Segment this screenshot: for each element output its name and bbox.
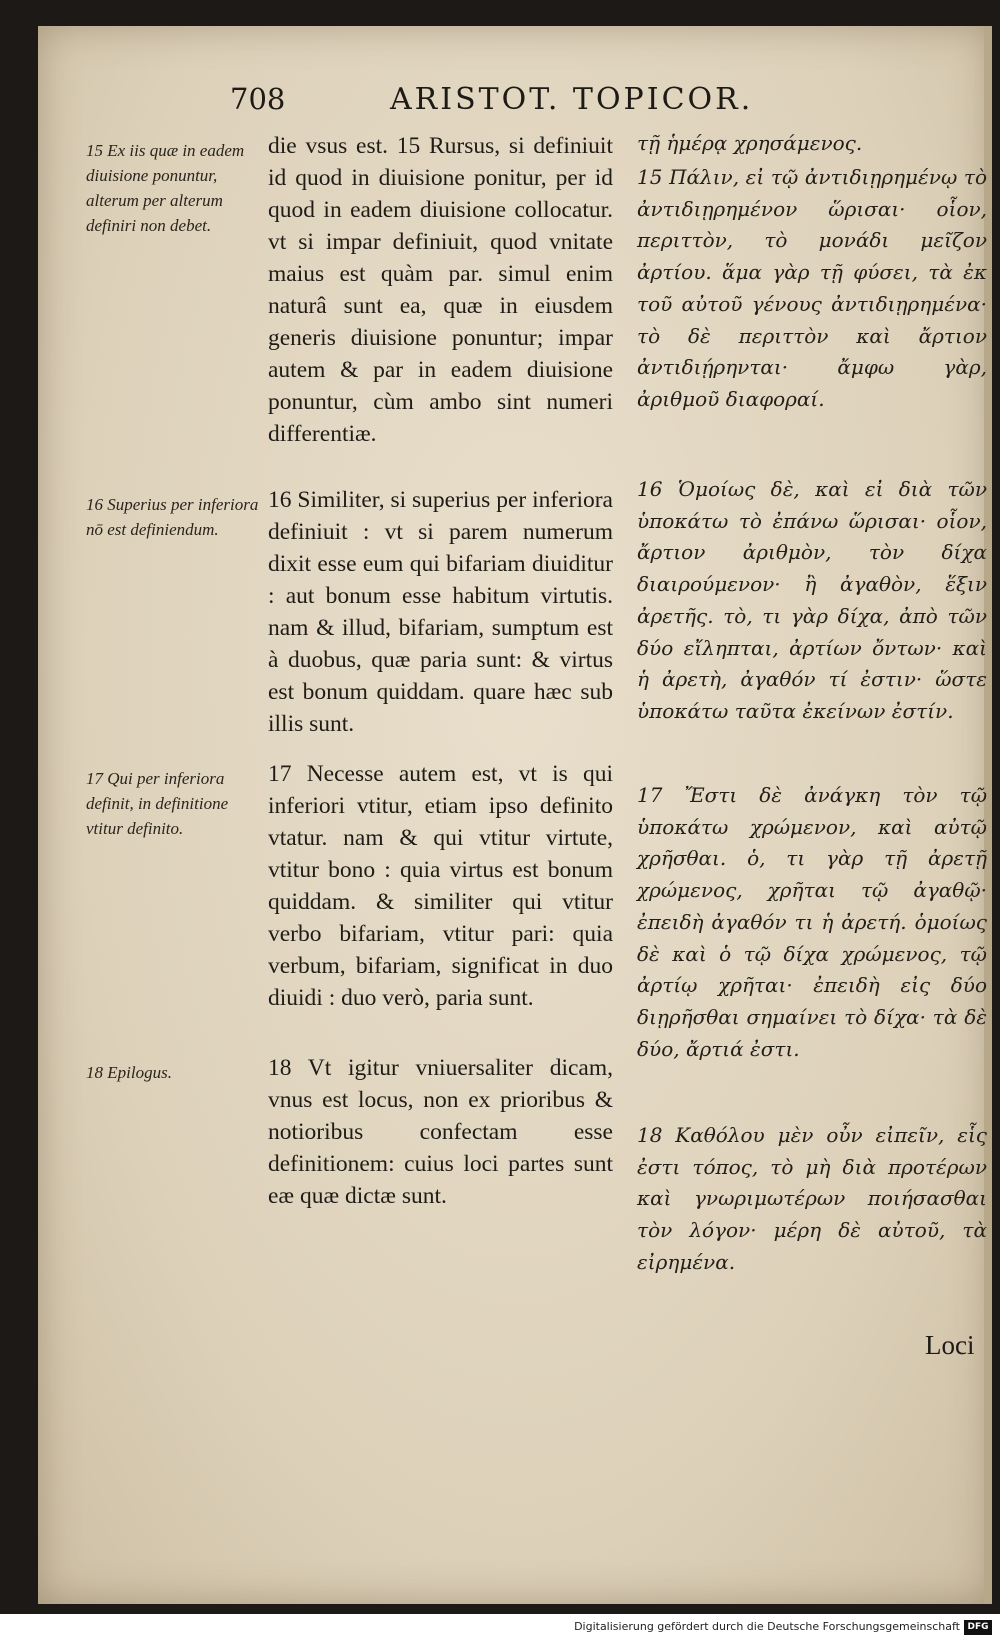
margin-note-16: 16 Superius per inferiora nō est definiendum.: [86, 495, 259, 539]
greek-paragraph-17: [637, 780, 987, 1065]
latin-text-15: die vsus est. 15 Rursus, si definiuit id quod in diuisione ponitur, per id quod in eadem diuisione collocatur. vt si impar definiuit, quod vnitate maius est quàm par. simul enim naturâ sunt ea, quæ in eiusdem generis diuisione ponuntur; impar autem & par in eadem diuisione ponuntur, cùm ambo sint numeri differentiæ.: [268, 133, 613, 447]
greek-paragraph-18: [637, 1120, 987, 1279]
greek-paragraph-0: [637, 128, 987, 160]
greek-text-0: τῇ ἡμέρᾳ χρησάμενος.: [637, 131, 863, 155]
latin-paragraph-16: [268, 484, 613, 740]
latin-paragraph-15: [268, 130, 613, 450]
running-title: ARISTOT. TOPICOR.: [390, 82, 754, 117]
latin-paragraph-18: [268, 1052, 613, 1212]
greek-paragraph-16: [637, 474, 987, 728]
margin-note-15: 15 Ex iis quæ in eadem diuisione ponuntur, alterum per alterum definiri non debet.: [86, 141, 245, 235]
greek-text-15: 15 Πάλιν, εἰ τῷ ἀντιδιῃρημένῳ τὸ ἀντιδιῃρημένον ὥρισαι· οἷον, περιττὸν, τὸ μονάδι μεῖζον ἀρτίου. ἅμα γὰρ τῇ φύσει, τὰ ἐκ τοῦ αὐτοῦ γένους ἀντιδιῃρημένα· τὸ δὲ περιττὸν καὶ ἄρτιον ἀντιδιῄρηνται· ἄμφω γὰρ, ἀριθμοῦ διαφοραί.: [637, 165, 987, 411]
catchword: Loci: [925, 1330, 975, 1360]
latin-paragraph-17: [268, 758, 613, 1014]
greek-text-17: 17 Ἔστι δὲ ἀνάγκη τὸν τῷ ὑποκάτω χρώμενον, καὶ αὐτῷ χρῆσθαι. ὁ, τι γὰρ τῇ ἀρετῇ χρώμενος, χρῆται τῷ ἀγαθῷ· ἐπειδὴ ἀγαθόν τι ἡ ἀρετή. ὁμοίως δὲ καὶ ὁ τῷ δίχα χρώμενος, τῷ ἀρτίῳ χρῆται· ἐπειδὴ εἰς δύο διῃρῆσθαι σημαίνει τὸ δίχα· τὰ δὲ δύο, ἄρτιά ἐστι.: [637, 783, 987, 1061]
greek-paragraph-15: [637, 162, 987, 416]
margin-note-17: 17 Qui per inferiora definit, in definitione vtitur definito.: [86, 769, 229, 838]
latin-text-17: 17 Necesse autem est, vt is qui inferiori vtitur, etiam ipso definito vtatur. nam & qui vtitur virtute, vtitur bono : quia virtus est bonum quiddam. & similiter qui vtitur verbo bifariam, vtitur pari: quia verbum, bifariam, significat in duo diuidi : duo verò, paria sunt.: [268, 761, 613, 1011]
page-number: 708: [230, 82, 286, 116]
greek-text-16: 16 Ὁμοίως δὲ, καὶ εἰ διὰ τῶν ὑποκάτω τὸ ἐπάνω ὥρισαι· οἷον, ἄρτιον ἀριθμὸν, τὸν δίχα διαιρούμενον· ἢ ἀγαθὸν, ἕξιν ἀρετῆς. τὸ, τι γὰρ δίχα, ἀπὸ τῶν δύο εἴληπται, ἀρτίων ὄντων· καὶ ἡ ἀρετὴ, ἀγαθόν τί ἐστιν· ὥστε ὑποκάτω ταῦτα ἐκείνων ἐστίν.: [637, 477, 987, 723]
digitization-footer: [0, 1614, 1000, 1643]
latin-text-18: 18 Vt igitur vniuersaliter dicam, vnus est locus, non ex prioribus & notioribus confectam esse definitionem: cuius loci partes sunt eæ quæ dictæ sunt.: [268, 1055, 613, 1209]
greek-text-18: 18 Καθόλου μὲν οὖν εἰπεῖν, εἷς ἐστι τόπος, τὸ μὴ διὰ προτέρων καὶ γνωριμωτέρων ποιήσασθαι τὸν λόγον· μέρη δὲ αὐτοῦ, τὰ εἰρημένα.: [637, 1123, 987, 1274]
footer-credit: Digitalisierung gefördert durch die Deutsche Forschungsgemeinschaft: [574, 1620, 960, 1633]
dfg-logo: DFG: [964, 1620, 992, 1635]
latin-text-16: 16 Similiter, si superius per inferiora definiuit : vt si parem numerum dixit esse eum qui bifariam diuiditur : aut bonum esse habitum virtutis. nam & illud, bifariam, sumptum est à duobus, quæ paria sunt: & virtus est bonum quiddam. quare hæc sub illis sunt.: [268, 487, 613, 737]
margin-note-18: 18 Epilogus.: [86, 1063, 172, 1082]
